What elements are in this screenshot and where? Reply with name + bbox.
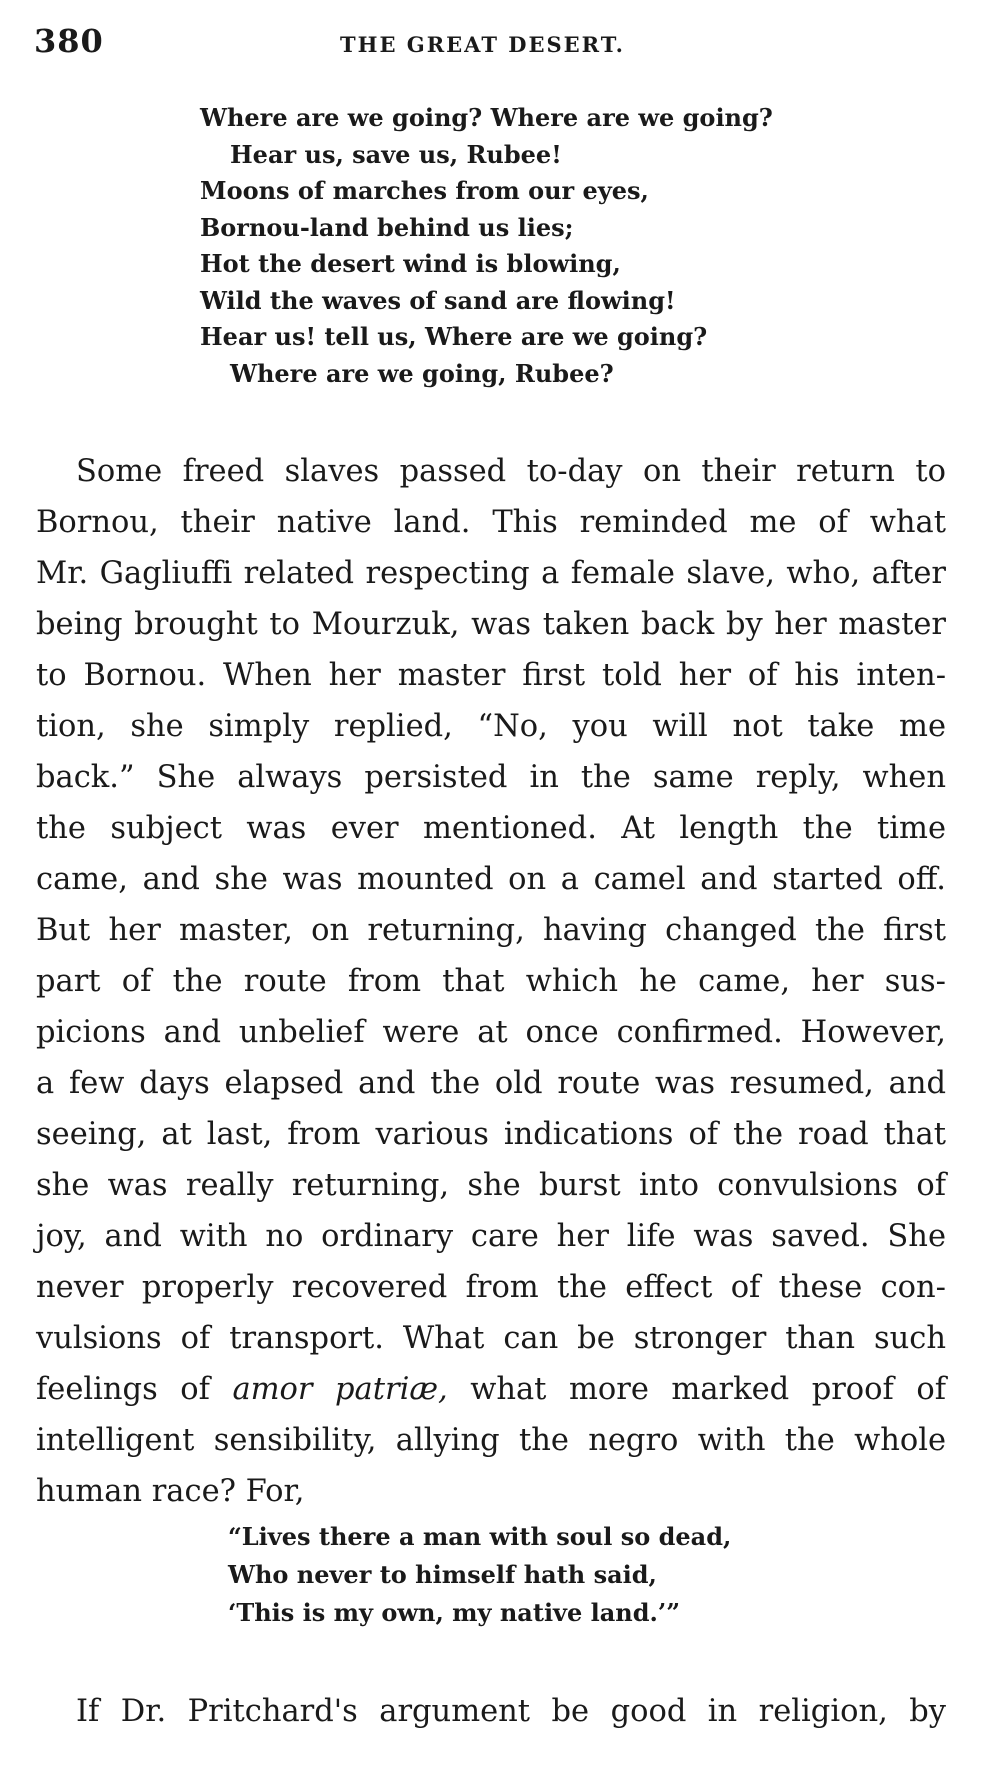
text-line: part of the route from that which he came, her sus- — [36, 964, 946, 999]
text-segment: what more marked proof of — [447, 1372, 947, 1407]
poem-line: ‘This is my own, my native land.’” — [228, 1598, 681, 1627]
text-line: seeing, at last, from various indications of the road that — [36, 1117, 946, 1152]
text-line: came, and she was mounted on a camel and started off. — [36, 862, 946, 897]
page-number: 380 — [34, 22, 104, 60]
text-line: being brought to Mourzuk, was taken back by her master — [36, 607, 946, 642]
text-line: tion, she simply replied, “No, you will not take me — [36, 709, 946, 744]
text-line: human race? For, — [36, 1474, 305, 1509]
body-paragraph — [36, 1686, 946, 1737]
text-line: But her master, on returning, having changed the first — [36, 913, 946, 948]
text-line: Mr. Gagliuffi related respecting a female slave, who, after — [36, 556, 946, 591]
text-line: never properly recovered from the effect of these con- — [36, 1270, 946, 1305]
text-line: a few days elapsed and the old route was resumed, and — [36, 1066, 946, 1101]
page-header — [0, 22, 1000, 62]
text-line: to Bornou. When her master first told her of his inten- — [36, 658, 946, 693]
text-line: If Dr. Pritchard's argument be good in religion, by — [76, 1694, 946, 1729]
poem-line: Moons of marches from our eyes, — [200, 176, 649, 205]
running-title: THE GREAT DESERT. — [340, 32, 625, 57]
poem-stanza — [200, 100, 773, 392]
latin-phrase: amor patriæ, — [232, 1372, 448, 1407]
text-segment: feelings of — [36, 1372, 233, 1407]
text-line: intelligent sensibility, allying the negro with the whole — [36, 1423, 946, 1458]
text-line: vulsions of transport. What can be stronger than such — [36, 1321, 946, 1356]
poem-line: Hear us, save us, Rubee! — [230, 139, 562, 169]
text-line: the subject was ever mentioned. At length the time — [36, 811, 946, 846]
poem-line: “Lives there a man with soul so dead, — [228, 1522, 732, 1551]
poem-line: Who never to himself hath said, — [228, 1560, 657, 1589]
text-line: joy, and with no ordinary care her life was saved. She — [36, 1219, 946, 1254]
text-line: she was really returning, she burst into convulsions of — [36, 1168, 946, 1203]
text-line-with-italic — [36, 1364, 946, 1415]
quoted-verse — [228, 1518, 731, 1632]
poem-line: Bornou-land behind us lies; — [200, 212, 574, 242]
body-paragraph — [36, 446, 946, 1517]
poem-line: Wild the waves of sand are flowing! — [200, 285, 676, 315]
text-line: Bornou, their native land. This reminded me of what — [36, 505, 946, 540]
poem-line: Hot the desert wind is blowing, — [200, 249, 621, 278]
text-line: Some freed slaves passed to-day on their return to — [76, 454, 946, 489]
poem-line: Where are we going? Where are we going? — [200, 103, 773, 132]
text-line: back.” She always persisted in the same reply, when — [36, 760, 946, 795]
poem-line: Where are we going, Rubee? — [230, 358, 614, 388]
text-line: picions and unbelief were at once confirmed. However, — [36, 1015, 946, 1050]
poem-line: Hear us! tell us, Where are we going? — [200, 322, 708, 351]
